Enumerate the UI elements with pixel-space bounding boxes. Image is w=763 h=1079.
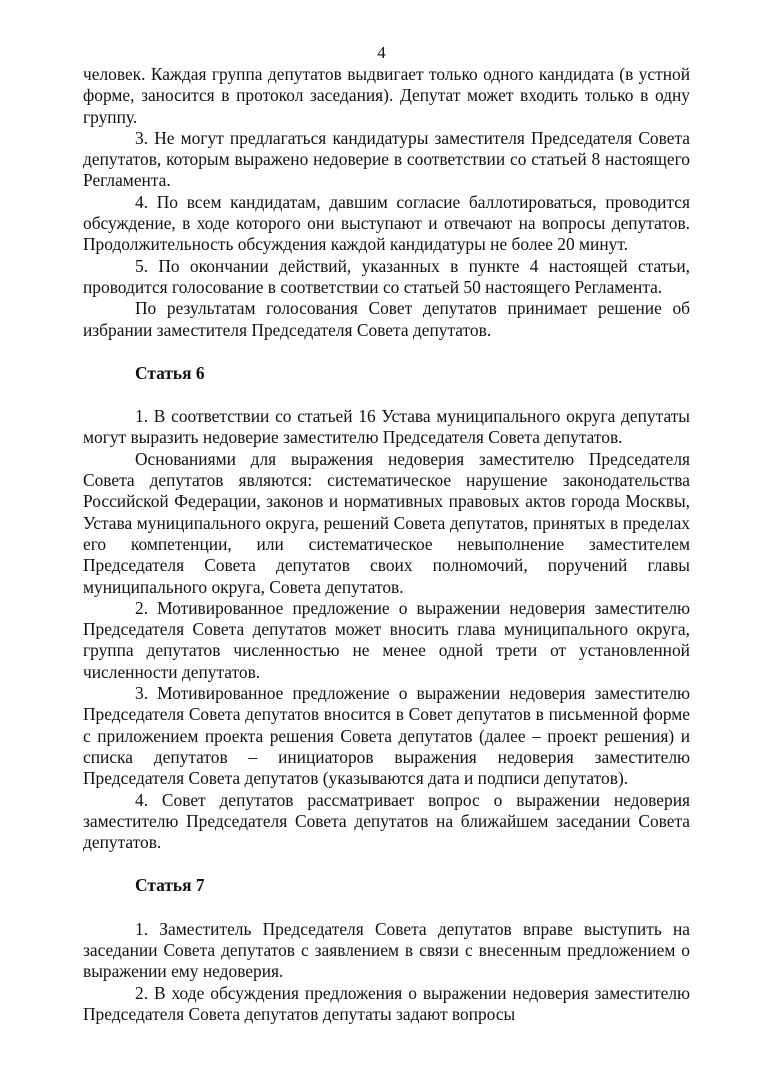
paragraph: 5. По окончании действий, указанных в пункте 4 настоящей статьи, проводится голосование в соответствии со статьей 50 настоящего Регламента. [83,255,690,297]
paragraph: 1. В соответствии со статьей 16 Устава муниципального округа депутаты могут выразить недоверие заместителю Председателя Совета депутатов. [83,406,690,448]
article-heading: Статья 7 [135,875,205,896]
paragraph: Основаниями для выражения недоверия заместителю Председателя Совета депутатов являются: систематическое нарушение законодательства Российской Федерации, законов и нормативных правовых актов города Москвы, Устава муниципального округа, решений Совета депутатов, принятых в пределах его компетенции, или систематическое невыполнение заместителем Председателя Совета депутатов своих полномочий, поручений главы муниципального округа, Совета депутатов. [83,448,690,597]
paragraph: 4. По всем кандидатам, давшим согласие баллотироваться, проводится обсуждение, в ходе которого они выступают и отвечают на вопросы депутатов. Продолжительность обсуждения каждой кандидатуры не более 20 минут. [83,191,690,255]
article-heading: Статья 6 [135,362,205,383]
paragraph: 2. Мотивированное предложение о выражении недоверия заместителю Председателя Совета депутатов может вносить глава муниципального округа, группа депутатов численностью не менее одной трети от установленной численности депутатов. [83,597,690,682]
paragraph: 1. Заместитель Председателя Совета депутатов вправе выступить на заседании Совета депутатов с заявлением в связи с внесенным предложением о выражении ему недоверия. [83,918,690,982]
paragraph: 3. Не могут предлагаться кандидатуры заместителя Председателя Совета депутатов, которым выражено недоверие в соответствии со статьей 8 настоящего Регламента. [83,127,690,191]
paragraph: 2. В ходе обсуждения предложения о выражении недоверия заместителю Председателя Совета депутатов депутаты задают вопросы [83,982,690,1024]
paragraph: 4. Совет депутатов рассматривает вопрос о выражении недоверия заместителю Председателя Совета депутатов на ближайшем заседании Совета депутатов. [83,789,690,853]
paragraph: По результатам голосования Совет депутатов принимает решение об избрании заместителя Председателя Совета депутатов. [83,298,690,340]
document-body [83,64,690,1025]
page-number: 4 [377,43,386,62]
paragraph: человек. Каждая группа депутатов выдвигает только одного кандидата (в устной форме, заносится в протокол заседания). Депутат может входить только в одну группу. [83,64,690,127]
paragraph: 3. Мотивированное предложение о выражении недоверия заместителю Председателя Совета депутатов вносится в Совет депутатов в письменной форме с приложением проекта решения Совета депутатов (далее – проект решения) и списка депутатов – инициаторов выражения недоверия заместителю Председателя Совета депутатов (указываются дата и подписи депутатов). [83,683,690,789]
